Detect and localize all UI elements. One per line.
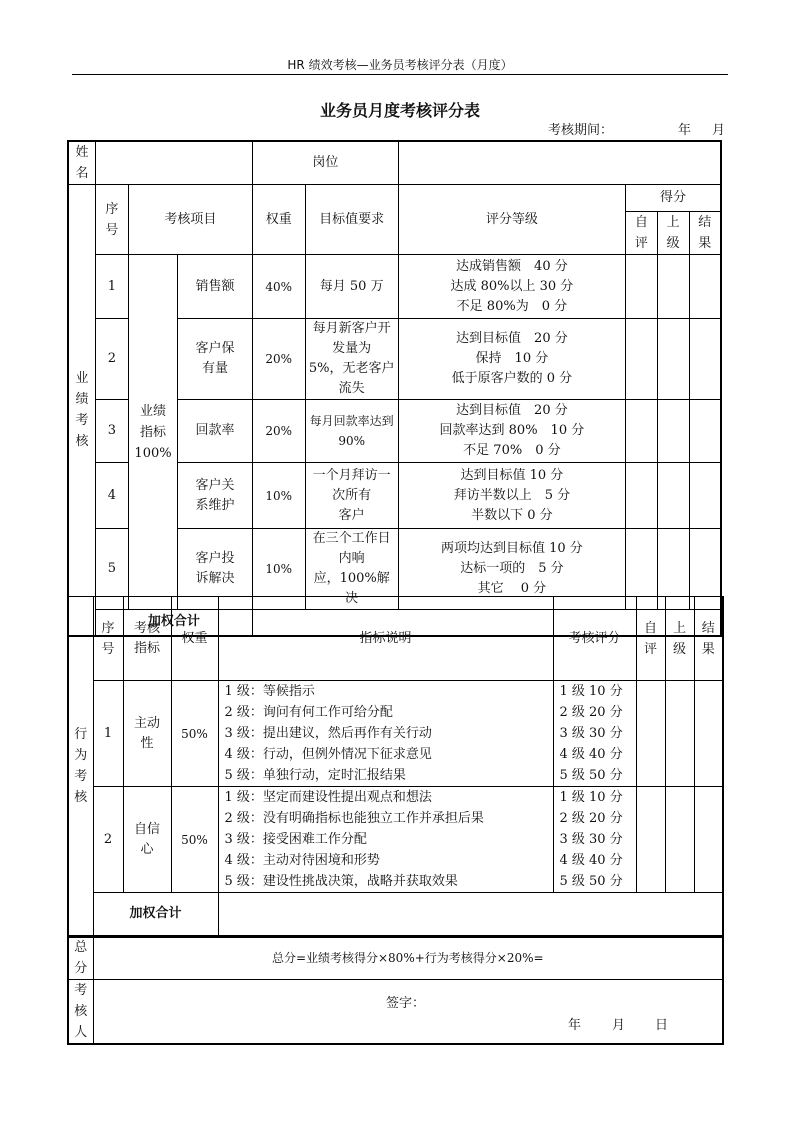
text-line: 1 级：等候指示 xyxy=(224,684,315,699)
text-line: 序 xyxy=(105,201,119,217)
text-line: 核 xyxy=(74,790,88,806)
perf-grades xyxy=(398,463,625,529)
text-line: 销售额 xyxy=(195,278,235,294)
indicator-header xyxy=(123,597,171,681)
text-line: 心 xyxy=(140,841,154,857)
perf-superior-cell[interactable] xyxy=(657,400,689,463)
text-line: 应，100%解决 xyxy=(313,571,390,606)
text-line: 主动 xyxy=(133,715,160,731)
text-line: 客户投 xyxy=(195,551,235,566)
text-line: 两项均达到目标值 10 分 xyxy=(440,541,583,556)
weight-header: 权重 xyxy=(252,185,305,255)
text-line: 姓 xyxy=(75,145,89,160)
behavior-section-label xyxy=(68,597,93,937)
text-line: 回款率 xyxy=(195,423,235,438)
behavior-description xyxy=(218,681,553,787)
text-line: 4 级 40 分 xyxy=(559,853,623,868)
text-line: 不足 70% 0 分 xyxy=(463,443,561,458)
text-line: 其它 0 分 xyxy=(477,581,547,596)
text-line: 分 xyxy=(74,960,88,976)
perf-self-cell[interactable] xyxy=(625,463,657,529)
behavior-weighted-total-field[interactable] xyxy=(218,893,723,937)
score-header: 得分 xyxy=(625,185,721,212)
self-eval-header xyxy=(625,212,657,255)
text-line: 一个月拜访一次所有 xyxy=(312,467,391,503)
reviewer-label xyxy=(68,980,93,1045)
perf-target xyxy=(305,400,398,463)
text-line: 核 xyxy=(75,433,89,449)
text-line: 1 级 10 分 xyxy=(559,790,623,805)
document-title: 业务员月度考核评分表 xyxy=(319,101,480,120)
scoring-header: 考核评分 xyxy=(553,597,636,681)
perf-weight: 10% xyxy=(252,529,305,610)
perf-superior-cell[interactable] xyxy=(657,255,689,319)
text-line: 每月回款率达到 90% xyxy=(309,414,394,448)
text-line: 3 级：接受困难工作分配 xyxy=(224,832,367,847)
perf-grades xyxy=(398,255,625,319)
result-header xyxy=(694,597,723,681)
perf-superior-cell[interactable] xyxy=(657,319,689,400)
perf-seq: 2 xyxy=(95,319,128,400)
text-line: 果 xyxy=(698,236,712,251)
perf-item xyxy=(178,319,253,400)
text-line: 2 级：没有明确指标也能独立工作并承担后果 xyxy=(224,811,484,826)
target-header: 目标值要求 xyxy=(305,185,398,255)
perf-section-label xyxy=(68,185,95,636)
perf-seq: 3 xyxy=(95,400,128,463)
behavior-seq: 1 xyxy=(93,681,123,787)
text-line: 考 xyxy=(75,412,89,428)
text-line: 4 级：行动，但例外情况下征求意见 xyxy=(224,747,432,762)
text-line: 人 xyxy=(74,1025,88,1040)
seq-header xyxy=(95,185,128,255)
text-line: 指标 xyxy=(133,640,160,656)
behavior-scores xyxy=(553,681,636,787)
behavior-scores xyxy=(553,787,636,893)
behavior-weight: 50% xyxy=(171,787,218,893)
text-line: 评 xyxy=(643,641,657,657)
grade-header: 评分等级 xyxy=(398,185,625,255)
text-line: 绩 xyxy=(75,391,89,407)
text-line: 考核 xyxy=(133,620,160,636)
behavior-weighted-total-label: 加权合计 xyxy=(93,893,218,937)
behavior-superior-cell[interactable] xyxy=(665,681,694,787)
text-line: 5 级：单独行动，定时汇报结果 xyxy=(224,768,406,783)
summary-table xyxy=(67,935,724,1045)
behavior-indicator xyxy=(123,681,171,787)
text-line: 性 xyxy=(140,735,154,751)
position-label: 岗位 xyxy=(252,141,398,185)
text-line: 1 级：坚定而建设性提出观点和想法 xyxy=(224,790,432,805)
self-eval-header xyxy=(636,597,665,681)
summary-label xyxy=(68,936,93,980)
text-line: 4 级 40 分 xyxy=(559,747,623,762)
period-label: 考核期间： xyxy=(548,123,614,138)
text-line: 不足 80%为 0 分 xyxy=(456,298,568,314)
perf-result-cell[interactable] xyxy=(689,463,721,529)
text-line: 5 级 50 分 xyxy=(559,768,623,783)
header-divider xyxy=(72,74,728,75)
text-line: 评 xyxy=(634,236,648,251)
text-line: 拜访半数以上 5 分 xyxy=(453,487,571,503)
text-line: 客户关 xyxy=(195,477,235,493)
text-line: 100% xyxy=(134,445,172,461)
sign-day: 日 xyxy=(655,1018,669,1033)
perf-weight: 40% xyxy=(252,255,305,319)
perf-seq: 1 xyxy=(95,255,128,319)
text-line: 2 级：询问有何工作可给分配 xyxy=(224,705,393,720)
text-line: 号 xyxy=(105,222,119,238)
perf-group-label xyxy=(128,255,177,610)
text-line: 3 级 30 分 xyxy=(559,832,623,847)
weight-header: 权重 xyxy=(171,597,218,681)
text-line: 有量 xyxy=(202,361,229,376)
text-line: 行 xyxy=(74,727,88,743)
perf-seq: 4 xyxy=(95,463,128,529)
reviewer-signature-area[interactable] xyxy=(93,980,723,1045)
sign-year: 年 xyxy=(568,1018,582,1033)
text-line: 每月 50 万 xyxy=(319,278,384,294)
perf-grades xyxy=(398,319,625,400)
summary-formula: 总分=业绩考核得分×80%+行为考核得分×20%= xyxy=(93,936,723,980)
perf-item xyxy=(178,255,253,319)
behavior-result-cell[interactable] xyxy=(694,681,723,787)
perf-result-cell[interactable] xyxy=(689,319,721,400)
perf-weight: 20% xyxy=(252,400,305,463)
text-line: 总 xyxy=(74,939,88,955)
text-line: 达到目标值 20 分 xyxy=(456,331,568,346)
text-line: 号 xyxy=(101,641,115,657)
seq-header xyxy=(93,597,123,681)
text-line: 达标一项的 5 分 xyxy=(460,561,564,576)
text-line: 考 xyxy=(74,983,88,998)
perf-item xyxy=(178,400,253,463)
perf-item xyxy=(178,463,253,529)
position-field[interactable] xyxy=(398,141,721,185)
name-field[interactable] xyxy=(95,141,252,185)
text-line: 上 xyxy=(672,620,686,636)
text-line: 5 级：建设性挑战决策，战略并获取效果 xyxy=(224,874,458,889)
text-line: 回款率达到 80% 10 分 xyxy=(439,423,585,438)
text-line: 系维护 xyxy=(195,497,235,513)
text-line: 4 级：主动对待困境和形势 xyxy=(224,853,380,868)
behavior-self-cell[interactable] xyxy=(636,787,665,893)
text-line: 级 xyxy=(666,236,680,251)
text-line: 业 xyxy=(75,370,89,386)
behavior-superior-cell[interactable] xyxy=(665,787,694,893)
text-line: 为 xyxy=(74,748,88,764)
text-line: 低于原客户数的 0 分 xyxy=(451,371,573,386)
text-line: 级 xyxy=(672,641,686,657)
behavior-row xyxy=(68,787,723,893)
perf-self-cell[interactable] xyxy=(625,400,657,463)
perf-row xyxy=(68,255,721,319)
perf-self-cell[interactable] xyxy=(625,255,657,319)
text-line: 1 级 10 分 xyxy=(559,684,623,699)
signature-label: 签字： xyxy=(386,996,426,1011)
text-line: 3 级 30 分 xyxy=(559,726,623,741)
text-line: 考 xyxy=(74,769,88,785)
result-header xyxy=(689,212,721,255)
text-line: 客户 xyxy=(338,507,365,523)
description-header: 指标说明 xyxy=(218,597,553,681)
behavior-indicator xyxy=(123,787,171,893)
sign-month: 月 xyxy=(612,1018,626,1033)
text-line: 保持 10 分 xyxy=(475,351,549,366)
superior-header xyxy=(657,212,689,255)
text-line: 序 xyxy=(101,620,115,636)
perf-target xyxy=(305,255,398,319)
perf-weight: 20% xyxy=(252,319,305,400)
text-line: 达到目标值 20 分 xyxy=(456,403,568,418)
text-line: 达成 80%以上 30 分 xyxy=(450,278,574,294)
page-header: HR 绩效考核—业务员考核评分表（月度） xyxy=(287,58,513,72)
perf-weight: 10% xyxy=(252,463,305,529)
perf-target xyxy=(305,463,398,529)
text-line: 结 xyxy=(698,215,712,230)
text-line: 3 级：提出建议，然后再作有关行动 xyxy=(224,726,432,741)
text-line: 2 级 20 分 xyxy=(559,811,623,826)
text-line: 达到目标值 10 分 xyxy=(460,467,564,483)
text-line: 达成销售额 40 分 xyxy=(456,258,568,274)
text-line: 在三个工作日内响 xyxy=(312,531,391,566)
item-header: 考核项目 xyxy=(128,185,252,255)
text-line: 半数以下 0 分 xyxy=(471,507,553,523)
period-month: 月 xyxy=(712,123,726,138)
text-line: 果 xyxy=(701,641,715,657)
performance-table xyxy=(67,140,722,637)
text-line: 上 xyxy=(666,215,680,230)
name-label xyxy=(68,141,95,185)
text-line: 5 级 50 分 xyxy=(559,874,623,889)
text-line: 5%，无老客户流失 xyxy=(308,361,395,396)
perf-grades xyxy=(398,400,625,463)
period-year: 年 xyxy=(678,123,692,138)
text-line: 每月新客户开发量为 xyxy=(312,321,391,356)
text-line: 指标 xyxy=(140,424,167,440)
text-line: 客户保 xyxy=(195,341,235,356)
text-line: 自 xyxy=(634,215,648,230)
text-line: 自信 xyxy=(133,821,160,837)
perf-superior-cell[interactable] xyxy=(657,463,689,529)
perf-target xyxy=(305,319,398,400)
text-line: 业绩 xyxy=(140,403,167,419)
text-line: 诉解决 xyxy=(195,571,235,586)
behavior-weight: 50% xyxy=(171,681,218,787)
behavior-description xyxy=(218,787,553,893)
behavior-seq: 2 xyxy=(93,787,123,893)
text-line: 名 xyxy=(75,166,89,181)
text-line: 核 xyxy=(74,1004,88,1019)
behavior-self-cell[interactable] xyxy=(636,681,665,787)
behavior-table xyxy=(67,596,724,938)
superior-header xyxy=(665,597,694,681)
text-line: 2 级 20 分 xyxy=(559,705,623,720)
perf-seq: 5 xyxy=(95,529,128,610)
perf-result-cell[interactable] xyxy=(689,400,721,463)
text-line: 结 xyxy=(701,620,715,636)
perf-result-cell[interactable] xyxy=(689,255,721,319)
perf-weighted-total-label: 加权合计 xyxy=(95,610,252,636)
perf-self-cell[interactable] xyxy=(625,319,657,400)
text-line: 自 xyxy=(643,620,657,636)
behavior-result-cell[interactable] xyxy=(694,787,723,893)
behavior-row xyxy=(68,681,723,787)
